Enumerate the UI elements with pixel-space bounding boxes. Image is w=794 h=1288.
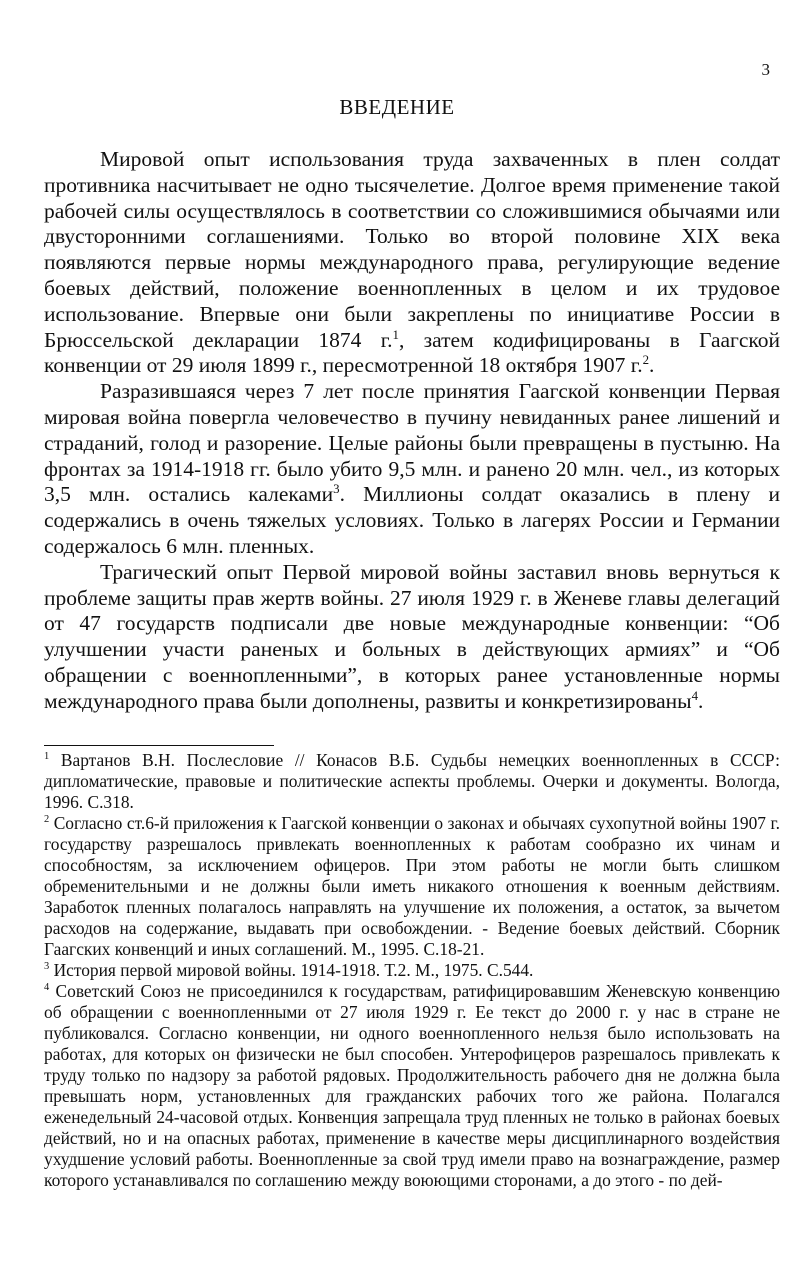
paragraph-text: , затем кодифицированы в Гаагской конвенции от 29 июля 1899 г., пересмотренной 18 октября 1907 г. [44,327,780,378]
footnote-number: 2 [44,814,50,826]
footnote-number: 3 [44,961,50,973]
footnote-ref: 3 [333,482,340,497]
footnote-divider [44,745,274,746]
footnotes [44,750,780,1191]
footnote-text: История первой мировой войны. 1914-1918. Т.2. М., 1975. С.544. [49,960,534,980]
footnote-text: Советский Союз не присоединился к государствам, ратифицировавшим Женевскую конвенцию об обращении с военнопленными от 27 июля 1929 г. Ее текст до 2000 г. у нас в стране не публиковался. Согласно конвенции, ни одного военнопленного нельзя было использовать на работах, для которых он физически не был способен. Унтерофицеров разрешалось привлекать к труду только по надзору за работой рядовых. Продолжительность рабочего дня не должна была превышать норм, установленных для гражданских рабочих того же района. Полагался еженедельный 24-часовой отдых. Конвенция запрещала труд пленных не только в районах боевых действий, но и на опасных работах, применение в качестве меры дисциплинарного воздействия ухудшение условий работы. Военнопленные за свой труд имели право на вознаграждение, размер которого устанавливался по соглашению между воюющими сторонами, а до этого - по дей- [44,981,780,1190]
footnote-ref: 2 [642,353,650,368]
paragraph-text: Разразившаяся через 7 лет после принятия Гаагской конвенции Первая мировая война повергла человечество в пучину невиданных ранее лишений и страданий, голод и разорение. Целые районы были превращены в пустыню. На фронтах за 1914-1918 гг. было убито 9,5 млн. и ранено 20 млн. чел., из которых 3,5 млн. остались калеками [44,379,780,507]
paragraph-text: . [649,353,655,378]
paragraph-text: . [698,688,704,713]
page-title: ВВЕДЕНИЕ [339,95,455,119]
footnote [44,981,780,1191]
footnote-text: Вартанов В.Н. Послесловие // Конасов В.Б. Судьбы немецких военнопленных в СССР: дипломатические, правовые и политические аспекты проблемы. Очерки и документы. Вологда, 1996. С.318. [44,750,780,812]
footnote-ref: 4 [691,688,699,703]
paragraph [44,379,780,560]
paragraph-text: Трагический опыт Первой мировой войны заставил вновь вернуться к проблеме защиты прав жертв войны. 27 июля 1929 г. в Женеве главы делегаций от 47 государств подписали две новые международные конвенции: “Об улучшении участи раненых и больных в действующих армиях” и “Об обращении с военнопленными”, в которых ранее установленные нормы международного права были дополнены, развиты и конкретизированы [44,559,780,713]
paragraph-text: . Миллионы солдат оказались в плену и содержались в очень тяжелых условиях. Только в лагерях России и Германии содержалось 6 млн. пленных. [44,482,780,558]
footnote [44,750,780,813]
footnote-text: Согласно ст.6-й приложения к Гаагской конвенции о законах и обычаях сухопутной войны 1907 г. государству разрешалось привлекать военнопленных к работам сообразно их чинам и способностям, за исключением офицеров. При этом работы не могли быть слишком обременительными и не должны были иметь никакого отношения к военным действиям. Заработок пленных полагалось направлять на улучшение их положения, а остаток, за вычетом расходов на содержание, выдавать при освобождении. - Ведение боевых действий. Сборник Гаагских конвенций и иных соглашений. М., 1995. С.18-21. [44,813,780,959]
footnote-ref: 1 [392,327,399,342]
footnote-number: 4 [44,982,50,994]
page-number: 3 [761,60,770,79]
paragraph [44,147,780,379]
footnote-number: 1 [44,751,50,763]
footnote [44,813,780,960]
paragraph-text: Мировой опыт использования труда захваченных в плен солдат противника насчитывает не одно тысячелетие. Долгое время применение такой рабочей силы осуществлялось в соответствии со сложившимися обычаями или двусторонними соглашениями. Только во второй половине XIX века появляются первые нормы международного права, регулирующие ведение боевых действий, положение военнопленных в целом и их трудовое использование. Впервые они были закреплены по инициативе России в Брюссельской декларации 1874 г. [44,147,780,352]
main-text [44,147,780,715]
paragraph [44,560,780,715]
footnote [44,960,780,981]
